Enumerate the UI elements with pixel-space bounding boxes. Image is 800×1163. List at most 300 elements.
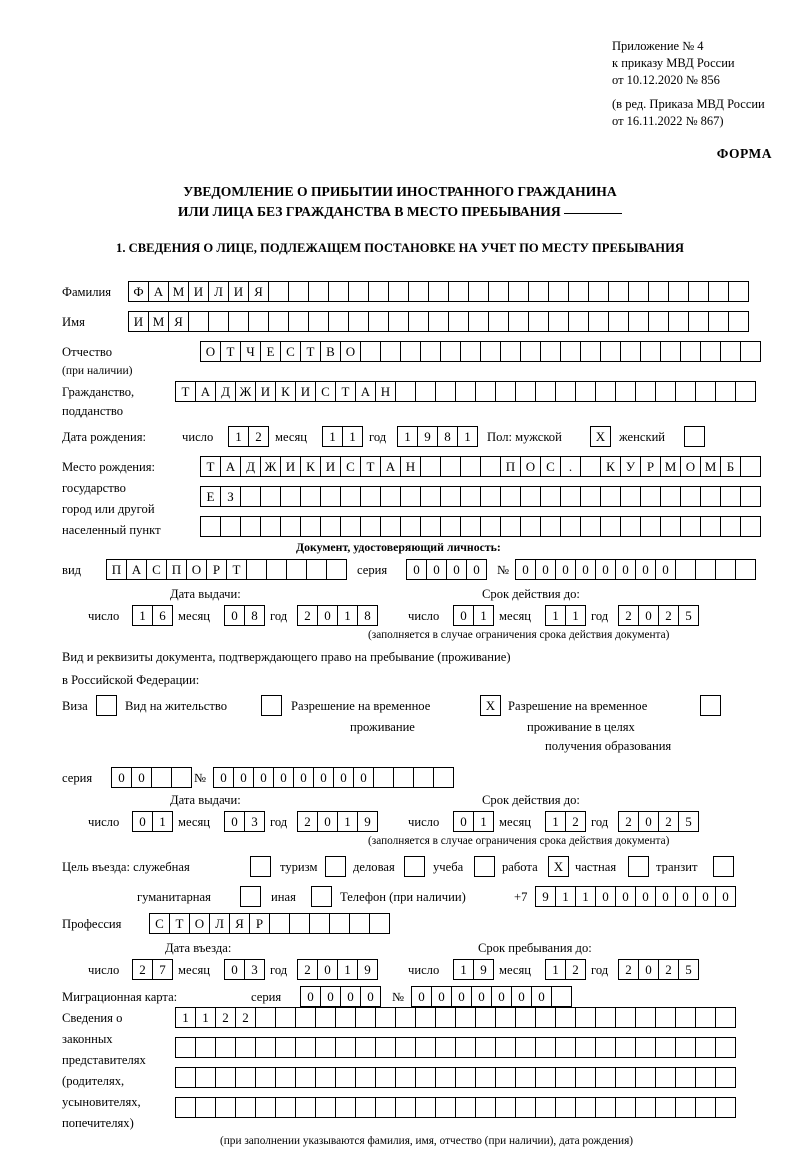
char-cell[interactable]: Я bbox=[248, 281, 269, 302]
char-cell[interactable] bbox=[575, 1097, 596, 1118]
char-cell[interactable]: 9 bbox=[535, 886, 556, 907]
char-cell[interactable] bbox=[433, 767, 454, 788]
char-cell[interactable] bbox=[320, 516, 341, 537]
char-cell[interactable]: 0 bbox=[655, 886, 676, 907]
char-cell[interactable] bbox=[360, 486, 381, 507]
char-cell[interactable] bbox=[171, 767, 192, 788]
char-cell[interactable]: 5 bbox=[678, 959, 699, 980]
checkbox-purpose-service[interactable] bbox=[250, 856, 271, 877]
field-doc-number[interactable] bbox=[515, 559, 755, 580]
char-cell[interactable] bbox=[488, 311, 509, 332]
char-cell[interactable] bbox=[700, 341, 721, 362]
field-stay-year[interactable] bbox=[618, 959, 698, 980]
char-cell[interactable] bbox=[329, 913, 350, 934]
char-cell[interactable] bbox=[288, 281, 309, 302]
char-cell[interactable]: 1 bbox=[195, 1007, 216, 1028]
char-cell[interactable]: 0 bbox=[595, 559, 616, 580]
char-cell[interactable] bbox=[428, 311, 449, 332]
char-cell[interactable]: 0 bbox=[491, 986, 512, 1007]
char-cell[interactable] bbox=[475, 1037, 496, 1058]
char-cell[interactable] bbox=[428, 281, 449, 302]
char-cell[interactable] bbox=[615, 381, 636, 402]
char-cell[interactable]: 0 bbox=[535, 559, 556, 580]
char-cell[interactable] bbox=[235, 1067, 256, 1088]
char-cell[interactable] bbox=[688, 311, 709, 332]
char-cell[interactable] bbox=[715, 1097, 736, 1118]
char-cell[interactable] bbox=[635, 1067, 656, 1088]
char-cell[interactable] bbox=[309, 913, 330, 934]
char-cell[interactable] bbox=[740, 341, 761, 362]
char-cell[interactable]: 0 bbox=[340, 986, 361, 1007]
char-cell[interactable]: Б bbox=[720, 456, 741, 477]
char-cell[interactable] bbox=[328, 311, 349, 332]
char-cell[interactable]: О bbox=[520, 456, 541, 477]
field-profession[interactable] bbox=[149, 913, 389, 934]
char-cell[interactable] bbox=[260, 486, 281, 507]
char-cell[interactable]: 2 bbox=[658, 811, 679, 832]
char-cell[interactable]: С bbox=[315, 381, 336, 402]
char-cell[interactable] bbox=[480, 456, 501, 477]
char-cell[interactable]: 1 bbox=[457, 426, 478, 447]
char-cell[interactable] bbox=[415, 1067, 436, 1088]
char-cell[interactable] bbox=[289, 913, 310, 934]
char-cell[interactable] bbox=[508, 311, 529, 332]
char-cell[interactable] bbox=[615, 1037, 636, 1058]
char-cell[interactable] bbox=[535, 1067, 556, 1088]
char-cell[interactable]: 2 bbox=[235, 1007, 256, 1028]
char-cell[interactable] bbox=[368, 281, 389, 302]
char-cell[interactable]: 0 bbox=[111, 767, 132, 788]
char-cell[interactable]: Л bbox=[209, 913, 230, 934]
char-cell[interactable] bbox=[520, 516, 541, 537]
char-cell[interactable] bbox=[455, 1037, 476, 1058]
char-cell[interactable] bbox=[560, 516, 581, 537]
char-cell[interactable] bbox=[340, 516, 361, 537]
char-cell[interactable] bbox=[215, 1097, 236, 1118]
char-cell[interactable] bbox=[735, 559, 756, 580]
char-cell[interactable] bbox=[740, 516, 761, 537]
char-cell[interactable]: У bbox=[620, 456, 641, 477]
char-cell[interactable] bbox=[440, 456, 461, 477]
checkbox-purpose-tourism[interactable] bbox=[325, 856, 346, 877]
checkbox-sex-male[interactable]: X bbox=[590, 426, 611, 447]
char-cell[interactable] bbox=[228, 311, 249, 332]
char-cell[interactable] bbox=[560, 341, 581, 362]
char-cell[interactable] bbox=[640, 516, 661, 537]
char-cell[interactable]: 0 bbox=[555, 559, 576, 580]
char-cell[interactable]: 0 bbox=[213, 767, 234, 788]
char-cell[interactable]: О bbox=[186, 559, 207, 580]
char-cell[interactable] bbox=[655, 1067, 676, 1088]
char-cell[interactable]: 1 bbox=[555, 886, 576, 907]
char-cell[interactable]: 0 bbox=[471, 986, 492, 1007]
char-cell[interactable]: М bbox=[168, 281, 189, 302]
char-cell[interactable] bbox=[335, 1067, 356, 1088]
char-cell[interactable] bbox=[415, 1037, 436, 1058]
char-cell[interactable] bbox=[680, 341, 701, 362]
char-cell[interactable] bbox=[315, 1037, 336, 1058]
field-legal-rep-line-4[interactable] bbox=[175, 1097, 735, 1118]
char-cell[interactable] bbox=[340, 486, 361, 507]
char-cell[interactable] bbox=[535, 1097, 556, 1118]
char-cell[interactable] bbox=[400, 486, 421, 507]
char-cell[interactable]: 8 bbox=[357, 605, 378, 626]
char-cell[interactable] bbox=[300, 486, 321, 507]
char-cell[interactable]: 0 bbox=[466, 559, 487, 580]
char-cell[interactable] bbox=[380, 486, 401, 507]
char-cell[interactable] bbox=[348, 281, 369, 302]
char-cell[interactable]: 1 bbox=[175, 1007, 196, 1028]
char-cell[interactable]: Ж bbox=[235, 381, 256, 402]
char-cell[interactable] bbox=[420, 516, 441, 537]
char-cell[interactable] bbox=[408, 311, 429, 332]
char-cell[interactable] bbox=[175, 1067, 196, 1088]
char-cell[interactable] bbox=[315, 1097, 336, 1118]
char-cell[interactable] bbox=[628, 311, 649, 332]
char-cell[interactable] bbox=[575, 1007, 596, 1028]
char-cell[interactable]: 0 bbox=[317, 959, 338, 980]
char-cell[interactable] bbox=[326, 559, 347, 580]
char-cell[interactable] bbox=[640, 341, 661, 362]
char-cell[interactable] bbox=[315, 1007, 336, 1028]
char-cell[interactable] bbox=[373, 767, 394, 788]
char-cell[interactable] bbox=[369, 913, 390, 934]
char-cell[interactable]: О bbox=[189, 913, 210, 934]
char-cell[interactable]: 1 bbox=[152, 811, 173, 832]
char-cell[interactable] bbox=[495, 1007, 516, 1028]
char-cell[interactable] bbox=[415, 381, 436, 402]
char-cell[interactable] bbox=[700, 516, 721, 537]
char-cell[interactable] bbox=[700, 486, 721, 507]
char-cell[interactable] bbox=[528, 281, 549, 302]
char-cell[interactable] bbox=[255, 1037, 276, 1058]
char-cell[interactable] bbox=[175, 1037, 196, 1058]
char-cell[interactable] bbox=[275, 1007, 296, 1028]
field-phone[interactable] bbox=[535, 886, 735, 907]
char-cell[interactable]: А bbox=[380, 456, 401, 477]
char-cell[interactable] bbox=[248, 311, 269, 332]
char-cell[interactable]: 0 bbox=[320, 986, 341, 1007]
char-cell[interactable] bbox=[195, 1037, 216, 1058]
char-cell[interactable]: П bbox=[500, 456, 521, 477]
char-cell[interactable]: А bbox=[220, 456, 241, 477]
char-cell[interactable] bbox=[648, 311, 669, 332]
char-cell[interactable]: С bbox=[149, 913, 170, 934]
char-cell[interactable] bbox=[460, 456, 481, 477]
char-cell[interactable] bbox=[535, 1007, 556, 1028]
char-cell[interactable] bbox=[315, 1067, 336, 1088]
char-cell[interactable]: 0 bbox=[635, 886, 656, 907]
char-cell[interactable] bbox=[675, 381, 696, 402]
char-cell[interactable] bbox=[695, 1037, 716, 1058]
char-cell[interactable]: 8 bbox=[437, 426, 458, 447]
char-cell[interactable] bbox=[375, 1037, 396, 1058]
char-cell[interactable] bbox=[355, 1007, 376, 1028]
char-cell[interactable] bbox=[608, 281, 629, 302]
field-stay-issue-day[interactable] bbox=[132, 811, 172, 832]
char-cell[interactable] bbox=[475, 1007, 496, 1028]
checkbox-purpose-humanitarian[interactable] bbox=[240, 886, 261, 907]
char-cell[interactable] bbox=[728, 281, 749, 302]
field-stay-valid-year[interactable] bbox=[618, 811, 698, 832]
field-birth-place-line-1[interactable] bbox=[200, 456, 760, 477]
char-cell[interactable]: 0 bbox=[224, 959, 245, 980]
char-cell[interactable] bbox=[335, 1007, 356, 1028]
field-doc-issue-month[interactable] bbox=[224, 605, 264, 626]
char-cell[interactable] bbox=[495, 1067, 516, 1088]
char-cell[interactable]: 1 bbox=[545, 811, 566, 832]
char-cell[interactable] bbox=[420, 486, 441, 507]
char-cell[interactable] bbox=[268, 311, 289, 332]
char-cell[interactable] bbox=[300, 516, 321, 537]
char-cell[interactable] bbox=[580, 516, 601, 537]
char-cell[interactable] bbox=[368, 311, 389, 332]
char-cell[interactable] bbox=[680, 486, 701, 507]
field-stay-month[interactable] bbox=[545, 959, 585, 980]
char-cell[interactable] bbox=[349, 913, 370, 934]
char-cell[interactable]: А bbox=[355, 381, 376, 402]
char-cell[interactable] bbox=[435, 1037, 456, 1058]
char-cell[interactable]: . bbox=[560, 456, 581, 477]
char-cell[interactable]: 2 bbox=[248, 426, 269, 447]
char-cell[interactable]: 0 bbox=[515, 559, 536, 580]
char-cell[interactable] bbox=[500, 341, 521, 362]
char-cell[interactable] bbox=[215, 1067, 236, 1088]
char-cell[interactable] bbox=[595, 1067, 616, 1088]
char-cell[interactable] bbox=[495, 381, 516, 402]
char-cell[interactable] bbox=[515, 1067, 536, 1088]
field-citizenship[interactable] bbox=[175, 381, 755, 402]
char-cell[interactable]: К bbox=[600, 456, 621, 477]
char-cell[interactable] bbox=[408, 281, 429, 302]
char-cell[interactable]: И bbox=[320, 456, 341, 477]
char-cell[interactable]: 0 bbox=[638, 811, 659, 832]
char-cell[interactable] bbox=[695, 1097, 716, 1118]
char-cell[interactable]: 0 bbox=[411, 986, 432, 1007]
char-cell[interactable]: 0 bbox=[233, 767, 254, 788]
char-cell[interactable] bbox=[413, 767, 434, 788]
char-cell[interactable] bbox=[295, 1007, 316, 1028]
char-cell[interactable]: 1 bbox=[545, 605, 566, 626]
char-cell[interactable] bbox=[555, 1037, 576, 1058]
char-cell[interactable] bbox=[175, 1097, 196, 1118]
char-cell[interactable]: 1 bbox=[228, 426, 249, 447]
char-cell[interactable] bbox=[380, 516, 401, 537]
field-surname[interactable] bbox=[128, 281, 748, 302]
char-cell[interactable] bbox=[668, 311, 689, 332]
char-cell[interactable] bbox=[395, 1007, 416, 1028]
char-cell[interactable]: 0 bbox=[273, 767, 294, 788]
char-cell[interactable] bbox=[275, 1037, 296, 1058]
char-cell[interactable]: 0 bbox=[715, 886, 736, 907]
char-cell[interactable]: 0 bbox=[453, 605, 474, 626]
char-cell[interactable] bbox=[468, 281, 489, 302]
char-cell[interactable] bbox=[360, 341, 381, 362]
char-cell[interactable]: И bbox=[188, 281, 209, 302]
char-cell[interactable]: Т bbox=[360, 456, 381, 477]
field-birth-day[interactable] bbox=[228, 426, 268, 447]
char-cell[interactable] bbox=[595, 1097, 616, 1118]
char-cell[interactable]: 0 bbox=[446, 559, 467, 580]
char-cell[interactable] bbox=[720, 341, 741, 362]
char-cell[interactable] bbox=[620, 516, 641, 537]
char-cell[interactable] bbox=[255, 1067, 276, 1088]
field-mig-series[interactable] bbox=[300, 986, 380, 1007]
char-cell[interactable] bbox=[448, 281, 469, 302]
char-cell[interactable]: 0 bbox=[293, 767, 314, 788]
char-cell[interactable]: 0 bbox=[353, 767, 374, 788]
field-stay-issue-month[interactable] bbox=[224, 811, 264, 832]
char-cell[interactable] bbox=[675, 1067, 696, 1088]
char-cell[interactable]: 2 bbox=[565, 959, 586, 980]
char-cell[interactable]: Н bbox=[400, 456, 421, 477]
char-cell[interactable] bbox=[288, 311, 309, 332]
checkbox-residence-permit[interactable] bbox=[261, 695, 282, 716]
char-cell[interactable]: 0 bbox=[453, 811, 474, 832]
char-cell[interactable] bbox=[740, 486, 761, 507]
char-cell[interactable] bbox=[708, 311, 729, 332]
char-cell[interactable] bbox=[395, 1067, 416, 1088]
char-cell[interactable] bbox=[628, 281, 649, 302]
char-cell[interactable]: 2 bbox=[565, 811, 586, 832]
char-cell[interactable]: И bbox=[255, 381, 276, 402]
char-cell[interactable] bbox=[295, 1067, 316, 1088]
char-cell[interactable]: 8 bbox=[244, 605, 265, 626]
char-cell[interactable]: 1 bbox=[132, 605, 153, 626]
char-cell[interactable]: 9 bbox=[473, 959, 494, 980]
char-cell[interactable] bbox=[275, 1067, 296, 1088]
char-cell[interactable] bbox=[675, 1097, 696, 1118]
field-birth-year[interactable] bbox=[397, 426, 477, 447]
char-cell[interactable] bbox=[268, 281, 289, 302]
char-cell[interactable]: Ч bbox=[240, 341, 261, 362]
char-cell[interactable]: 5 bbox=[678, 811, 699, 832]
char-cell[interactable] bbox=[668, 281, 689, 302]
char-cell[interactable] bbox=[568, 281, 589, 302]
char-cell[interactable] bbox=[715, 1007, 736, 1028]
char-cell[interactable]: 0 bbox=[451, 986, 472, 1007]
char-cell[interactable]: 2 bbox=[658, 605, 679, 626]
char-cell[interactable]: 2 bbox=[297, 605, 318, 626]
char-cell[interactable]: К bbox=[275, 381, 296, 402]
char-cell[interactable] bbox=[655, 381, 676, 402]
char-cell[interactable] bbox=[375, 1007, 396, 1028]
checkbox-purpose-work[interactable]: X bbox=[548, 856, 569, 877]
char-cell[interactable] bbox=[595, 1037, 616, 1058]
char-cell[interactable] bbox=[393, 767, 414, 788]
char-cell[interactable]: С bbox=[340, 456, 361, 477]
char-cell[interactable] bbox=[708, 281, 729, 302]
char-cell[interactable] bbox=[695, 381, 716, 402]
char-cell[interactable] bbox=[575, 381, 596, 402]
char-cell[interactable]: 0 bbox=[406, 559, 427, 580]
char-cell[interactable] bbox=[255, 1007, 276, 1028]
char-cell[interactable] bbox=[675, 559, 696, 580]
char-cell[interactable]: 7 bbox=[152, 959, 173, 980]
char-cell[interactable]: 0 bbox=[431, 986, 452, 1007]
char-cell[interactable] bbox=[375, 1097, 396, 1118]
char-cell[interactable] bbox=[635, 381, 656, 402]
char-cell[interactable] bbox=[475, 381, 496, 402]
char-cell[interactable] bbox=[580, 486, 601, 507]
field-stay-valid-day[interactable] bbox=[453, 811, 493, 832]
char-cell[interactable] bbox=[715, 1037, 736, 1058]
char-cell[interactable]: С bbox=[146, 559, 167, 580]
char-cell[interactable] bbox=[660, 341, 681, 362]
checkbox-visa[interactable] bbox=[96, 695, 117, 716]
char-cell[interactable]: 1 bbox=[575, 886, 596, 907]
char-cell[interactable] bbox=[680, 516, 701, 537]
char-cell[interactable] bbox=[595, 381, 616, 402]
char-cell[interactable] bbox=[360, 516, 381, 537]
char-cell[interactable]: 3 bbox=[244, 811, 265, 832]
char-cell[interactable] bbox=[620, 486, 641, 507]
char-cell[interactable]: 9 bbox=[417, 426, 438, 447]
char-cell[interactable] bbox=[588, 311, 609, 332]
char-cell[interactable] bbox=[295, 1037, 316, 1058]
char-cell[interactable] bbox=[355, 1037, 376, 1058]
checkbox-purpose-transit[interactable] bbox=[713, 856, 734, 877]
char-cell[interactable] bbox=[295, 1097, 316, 1118]
field-stay-series[interactable] bbox=[111, 767, 191, 788]
field-doc-valid-month[interactable] bbox=[545, 605, 585, 626]
char-cell[interactable] bbox=[280, 516, 301, 537]
char-cell[interactable] bbox=[600, 486, 621, 507]
char-cell[interactable]: Н bbox=[375, 381, 396, 402]
char-cell[interactable] bbox=[455, 1097, 476, 1118]
char-cell[interactable] bbox=[575, 1037, 596, 1058]
char-cell[interactable] bbox=[715, 1067, 736, 1088]
char-cell[interactable]: Д bbox=[240, 456, 261, 477]
char-cell[interactable] bbox=[580, 341, 601, 362]
char-cell[interactable]: С bbox=[280, 341, 301, 362]
field-doc-issue-year[interactable] bbox=[297, 605, 377, 626]
char-cell[interactable] bbox=[475, 1067, 496, 1088]
char-cell[interactable]: 2 bbox=[618, 605, 639, 626]
char-cell[interactable] bbox=[720, 486, 741, 507]
field-mig-number[interactable] bbox=[411, 986, 571, 1007]
field-stay-number[interactable] bbox=[213, 767, 453, 788]
char-cell[interactable]: Т bbox=[300, 341, 321, 362]
char-cell[interactable] bbox=[595, 1007, 616, 1028]
char-cell[interactable]: Т bbox=[175, 381, 196, 402]
char-cell[interactable]: 0 bbox=[132, 811, 153, 832]
char-cell[interactable]: А bbox=[148, 281, 169, 302]
char-cell[interactable]: М bbox=[660, 456, 681, 477]
field-stay-valid-month[interactable] bbox=[545, 811, 585, 832]
char-cell[interactable]: 0 bbox=[131, 767, 152, 788]
char-cell[interactable] bbox=[688, 281, 709, 302]
char-cell[interactable] bbox=[615, 1067, 636, 1088]
char-cell[interactable] bbox=[648, 281, 669, 302]
char-cell[interactable] bbox=[655, 1007, 676, 1028]
char-cell[interactable] bbox=[255, 1097, 276, 1118]
char-cell[interactable]: 5 bbox=[678, 605, 699, 626]
char-cell[interactable] bbox=[151, 767, 172, 788]
char-cell[interactable] bbox=[328, 281, 349, 302]
char-cell[interactable]: Т bbox=[200, 456, 221, 477]
char-cell[interactable] bbox=[195, 1097, 216, 1118]
char-cell[interactable] bbox=[215, 1037, 236, 1058]
char-cell[interactable] bbox=[640, 486, 661, 507]
char-cell[interactable]: 0 bbox=[360, 986, 381, 1007]
char-cell[interactable]: Л bbox=[208, 281, 229, 302]
char-cell[interactable]: 1 bbox=[453, 959, 474, 980]
char-cell[interactable] bbox=[240, 486, 261, 507]
char-cell[interactable] bbox=[548, 311, 569, 332]
field-patronymic[interactable] bbox=[200, 341, 760, 362]
char-cell[interactable] bbox=[260, 516, 281, 537]
